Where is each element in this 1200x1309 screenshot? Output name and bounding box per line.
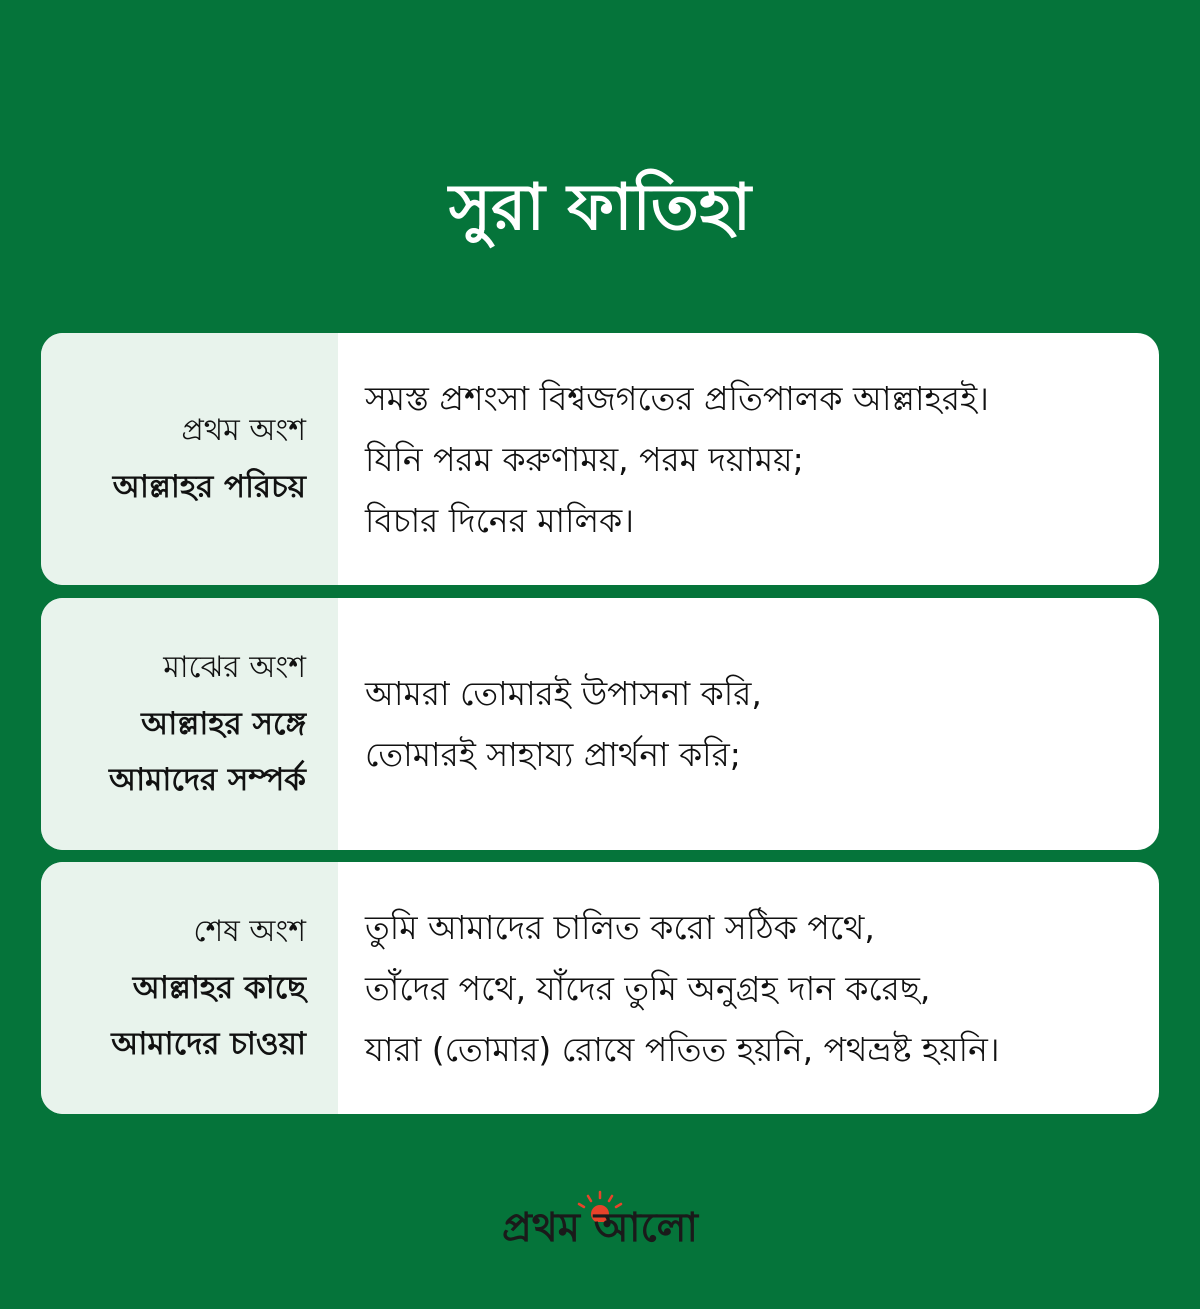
section-verses: [338, 333, 1159, 585]
section-card-last: [41, 862, 1159, 1114]
section-verses: [338, 862, 1159, 1114]
verse-line: বিচার দিনের মালিক।: [365, 500, 635, 540]
section-heading-panel: [41, 333, 338, 585]
section-heading: আমাদের চাওয়া: [111, 1026, 306, 1062]
verse-line: আমরা তোমারই উপাসনা করি,: [365, 674, 762, 713]
verse-line: যারা (তোমার) রোষে পতিত হয়নি, পথভ্রষ্ট হয়নি।: [365, 1029, 1000, 1069]
section-label: প্রথম অংশ: [181, 413, 306, 448]
section-heading: আল্লাহর সঙ্গে: [141, 706, 306, 742]
section-heading: আল্লাহর কাছে: [132, 970, 306, 1006]
section-verses: [338, 598, 1159, 850]
section-heading-panel: [41, 862, 338, 1114]
section-card-first: [41, 333, 1159, 585]
section-heading: আমাদের সম্পর্ক: [108, 762, 306, 798]
brand-logo: [0, 1193, 1200, 1263]
section-heading-panel: [41, 598, 338, 850]
verse-line: তাঁদের পথে, যাঁদের তুমি অনুগ্রহ দান করেছ,: [365, 968, 931, 1008]
verse-line: সমস্ত প্রশংসা বিশ্বজগতের প্রতিপালক আল্লাহরই।: [365, 378, 989, 418]
page-title: সুরা ফাতিহা: [448, 171, 752, 245]
verse-line: তুমি আমাদের চালিত করো সঠিক পথে,: [365, 907, 875, 947]
section-label: মাঝের অংশ: [163, 650, 306, 685]
section-label: শেষ অংশ: [193, 914, 306, 949]
brand-logo-text: প্রথম আলো: [501, 1205, 699, 1251]
verse-line: তোমারই সাহায্য প্রার্থনা করি;: [365, 735, 741, 774]
section-card-middle: [41, 598, 1159, 850]
verse-line: যিনি পরম করুণাময়, পরম দয়াময়;: [365, 439, 804, 479]
section-heading: আল্লাহর পরিচয়: [112, 469, 306, 505]
